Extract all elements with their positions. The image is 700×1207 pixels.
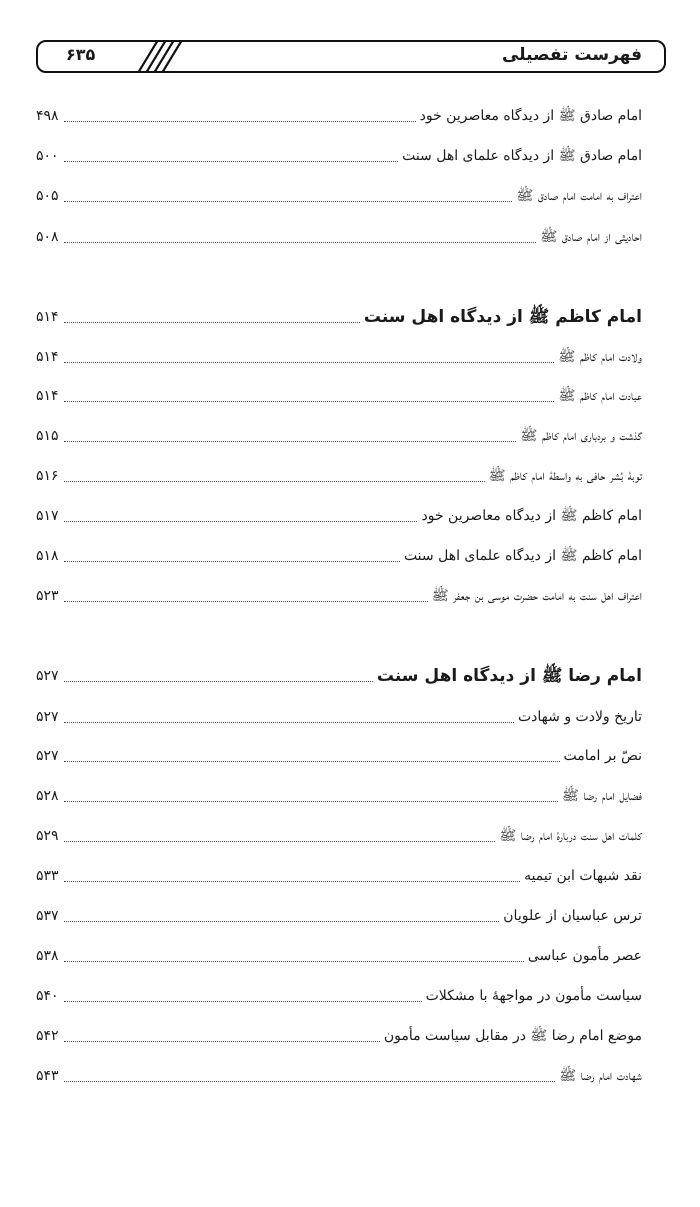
toc-entry <box>36 781 642 811</box>
dot-leader <box>64 721 514 723</box>
toc-entry-title: امام کاظم ﷺ از دیدگاه علمای اهل سنت <box>403 548 642 564</box>
toc-entry-title: اعتراف اهل سنت به امامت حضرت موسی بن جعفر ﷺ <box>431 588 642 604</box>
dot-leader <box>64 400 554 402</box>
toc-entry-page: ۵۴۳ <box>36 1068 59 1084</box>
toc-entry-title: سیاست مأمون در مواجههٔ با مشکلات <box>425 988 642 1004</box>
toc-section-heading <box>36 302 642 332</box>
dot-leader <box>64 560 400 562</box>
dot-leader <box>64 600 428 602</box>
toc-entry-page: ۵۴۲ <box>36 1028 59 1044</box>
toc-entry-title: امام صادق ﷺ از دیدگاه معاصرین خود <box>419 108 642 124</box>
dot-leader <box>64 241 536 243</box>
toc-entry-page: ۵۴۰ <box>36 988 59 1004</box>
toc-entry-page: ۴۹۸ <box>36 108 59 124</box>
toc-entry <box>36 941 642 971</box>
toc-entry <box>36 981 642 1011</box>
toc-entry-title: اعتراف به امامت امام صادق ﷺ <box>516 188 642 204</box>
dot-leader <box>64 1080 555 1082</box>
toc-entry-title: عبادت امام کاظم ﷺ <box>558 388 642 404</box>
toc-section-page: ۵۲۷ <box>36 668 59 684</box>
toc-entry-page: ۵۱۵ <box>36 428 59 444</box>
toc-entry <box>36 821 642 851</box>
toc-entry-page: ۵۲۹ <box>36 828 59 844</box>
toc-entry <box>36 461 642 491</box>
toc-entry-title: احادیثی از امام صادق ﷺ <box>540 229 642 245</box>
toc-entry-title: نقد شبهات ابن تیمیه <box>524 868 642 884</box>
toc-entry-page: ۵۲۷ <box>36 709 59 725</box>
toc-entry-title: تاریخ ولادت و شهادت <box>518 709 642 725</box>
toc-entry-title: امام صادق ﷺ از دیدگاه علمای اهل سنت <box>402 148 642 164</box>
dot-leader <box>64 760 560 762</box>
toc-entry-page: ۵۲۷ <box>36 748 59 764</box>
toc-section-page: ۵۱۴ <box>36 309 59 325</box>
toc-entry <box>36 421 642 451</box>
toc-entry-title: گذشت و بردباری امام کاظم ﷺ <box>520 428 642 444</box>
toc-entry-page: ۵۳۸ <box>36 948 59 964</box>
toc-entry <box>36 1061 642 1091</box>
toc-entry <box>36 702 642 732</box>
dot-leader <box>64 840 495 842</box>
toc-entry <box>36 222 642 252</box>
toc-entry-title: عصر مأمون عباسی <box>527 948 642 964</box>
toc-entry <box>36 101 642 131</box>
toc-entry <box>36 381 642 411</box>
dot-leader <box>64 440 516 442</box>
dot-leader <box>64 920 499 922</box>
dot-leader <box>64 200 512 202</box>
toc-entry-title: نصّ بر امامت <box>563 748 642 764</box>
header-page-number: ۶۳۵ <box>66 45 96 64</box>
dot-leader <box>64 880 520 882</box>
header-title: فهرست تفصیلی <box>501 45 642 65</box>
toc-entry <box>36 541 642 571</box>
toc-entry-page: ۵۲۳ <box>36 588 59 604</box>
toc-entry <box>36 501 642 531</box>
toc-entry-title: موضع امام رضا ﷺ در مقابل سیاست مأمون <box>383 1028 642 1044</box>
toc-entry-title: ترس عباسیان از علویان <box>503 908 642 924</box>
toc-section-title: امام کاظم ﷺ از دیدگاه اهل سنت <box>363 307 642 327</box>
toc-entry <box>36 901 642 931</box>
toc-entry <box>36 1021 642 1051</box>
toc-entry-title: کلمات اهل سنت دربارهٔ امام رضا ﷺ <box>499 828 642 844</box>
toc-entry-title: توبهٔ بُشر حافی به واسطهٔ امام کاظم ﷺ <box>488 468 642 484</box>
dot-leader <box>64 680 373 682</box>
toc-section-heading <box>36 661 642 691</box>
dot-leader <box>64 520 417 522</box>
toc-entry-page: ۵۱۷ <box>36 508 59 524</box>
table-of-contents <box>36 0 642 1207</box>
toc-entry <box>36 741 642 771</box>
dot-leader <box>64 160 398 162</box>
toc-entry-page: ۵۱۴ <box>36 388 59 404</box>
toc-entry <box>36 342 642 372</box>
toc-entry <box>36 581 642 611</box>
dot-leader <box>64 800 558 802</box>
dot-leader <box>64 960 524 962</box>
toc-entry-page: ۵۳۷ <box>36 908 59 924</box>
toc-entry <box>36 181 642 211</box>
dot-leader <box>64 120 416 122</box>
toc-entry-page: ۵۲۸ <box>36 788 59 804</box>
toc-entry-title: فضایل امام رضا ﷺ <box>561 788 642 804</box>
toc-entry-page: ۵۱۴ <box>36 349 59 365</box>
toc-entry <box>36 861 642 891</box>
toc-entry-title: امام کاظم ﷺ از دیدگاه معاصرین خود <box>421 508 642 524</box>
toc-entry-title: شهادت امام رضا ﷺ <box>559 1068 642 1084</box>
toc-section-title: امام رضا ﷺ از دیدگاه اهل سنت <box>376 666 642 686</box>
toc-entry-page: ۵۰۰ <box>36 148 59 164</box>
toc-entry-page: ۵۱۶ <box>36 468 59 484</box>
dot-leader <box>64 361 554 363</box>
dot-leader <box>64 321 360 323</box>
toc-entry <box>36 141 642 171</box>
toc-entry-title: ولادت امام کاظم ﷺ <box>558 349 642 365</box>
toc-entry-page: ۵۰۵ <box>36 188 59 204</box>
toc-entry-page: ۵۱۸ <box>36 548 59 564</box>
dot-leader <box>64 1000 422 1002</box>
dot-leader <box>64 480 485 482</box>
dot-leader <box>64 1040 380 1042</box>
toc-entry-page: ۵۳۳ <box>36 868 59 884</box>
toc-entry-page: ۵۰۸ <box>36 229 59 245</box>
